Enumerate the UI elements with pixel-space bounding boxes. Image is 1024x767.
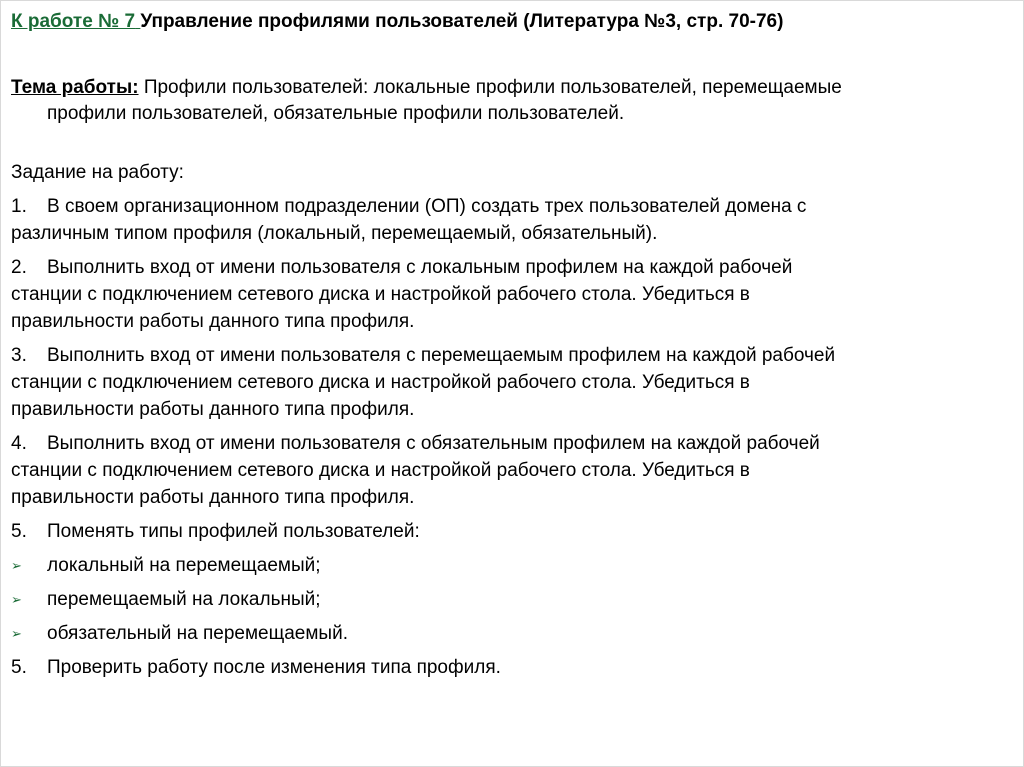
- item-text: Выполнить вход от имени пользователя с локальным профилем на каждой рабочей: [47, 257, 793, 278]
- item-text: станции с подключением сетевого диска и настройкой рабочего стола. Убедиться в: [11, 460, 750, 481]
- item-number: 1.: [11, 196, 27, 217]
- item-number: 4.: [11, 433, 27, 454]
- chevron-right-icon: ➢: [11, 592, 22, 607]
- item-number: 2.: [11, 257, 27, 278]
- bullet-text: обязательный на перемещаемый.: [47, 623, 348, 644]
- page-title: [11, 10, 783, 34]
- list-item: [11, 654, 1016, 681]
- topic-block: [11, 75, 1011, 127]
- item-text: правильности работы данного типа профиля.: [11, 399, 415, 420]
- item-text: правильности работы данного типа профиля.: [11, 487, 415, 508]
- topic-label: Тема работы:: [11, 77, 139, 98]
- lab-link[interactable]: К работе № 7: [11, 11, 136, 32]
- assignment-block: [11, 159, 1016, 688]
- bullet-item: [11, 586, 1016, 613]
- item-text: Выполнить вход от имени пользователя с перемещаемым профилем на каждой рабочей: [47, 345, 836, 366]
- list-item: [11, 254, 1016, 335]
- item-text: Выполнить вход от имени пользователя с обязательным профилем на каждой рабочей: [47, 433, 820, 454]
- bullet-item: [11, 552, 1016, 579]
- bullet-item: [11, 620, 1016, 647]
- item-text: Проверить работу после изменения типа профиля.: [47, 657, 501, 678]
- item-number: 5.: [11, 521, 27, 542]
- bullet-text: перемещаемый на локальный;: [47, 589, 321, 610]
- chevron-right-icon: ➢: [11, 558, 22, 573]
- assignment-heading: Задание на работу:: [11, 162, 184, 183]
- list-item: [11, 193, 1016, 247]
- item-text: правильности работы данного типа профиля.: [11, 311, 415, 332]
- bullet-text: локальный на перемещаемый;: [47, 555, 321, 576]
- item-text: В своем организационном подразделении (ОП) создать трех пользователей домена с: [47, 196, 807, 217]
- item-text: Поменять типы профилей пользователей:: [47, 521, 420, 542]
- item-text: различным типом профиля (локальный, перемещаемый, обязательный).: [11, 223, 658, 244]
- item-text: станции с подключением сетевого диска и настройкой рабочего стола. Убедиться в: [11, 372, 750, 393]
- item-number: 5.: [11, 657, 27, 678]
- topic-text-1: Профили пользователей: локальные профили пользователей, перемещаемые: [143, 77, 842, 98]
- topic-line-1: [11, 75, 1011, 101]
- list-item: [11, 518, 1016, 545]
- list-item: [11, 430, 1016, 511]
- list-item: [11, 342, 1016, 423]
- item-number: 3.: [11, 345, 27, 366]
- title-text: Управление профилями пользователей (Литература №3, стр. 70-76): [140, 11, 784, 32]
- topic-line-2: профили пользователей, обязательные профили пользователей.: [47, 103, 625, 124]
- chevron-right-icon: ➢: [11, 626, 22, 641]
- item-text: станции с подключением сетевого диска и настройкой рабочего стола. Убедиться в: [11, 284, 750, 305]
